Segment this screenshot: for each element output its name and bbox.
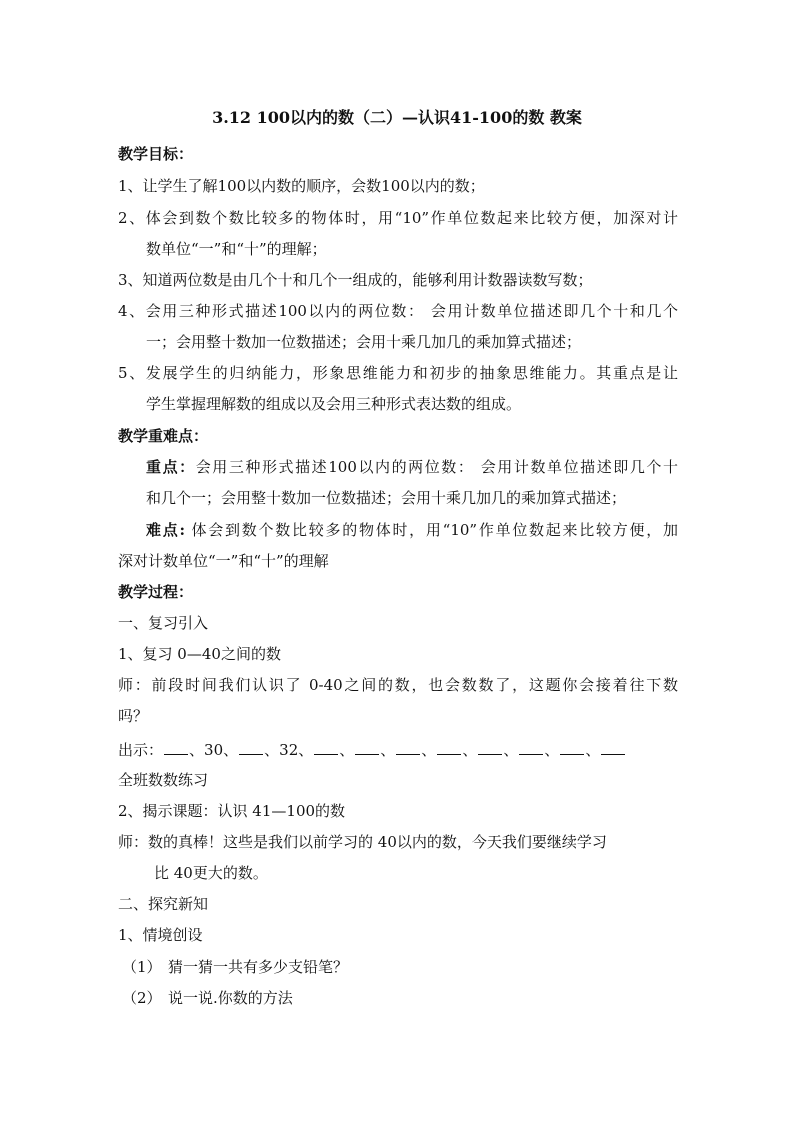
exercise-number: 30 xyxy=(204,741,224,759)
objective-item-3: 3、知道两位数是由几个十和几个一组成的，能够利用计数器读数写数； xyxy=(118,271,593,289)
exercise-separator: 、 xyxy=(421,741,437,759)
exercise-separator: 、 xyxy=(339,741,355,759)
sub-item-2-text: 说一说.你数的方法 xyxy=(168,989,293,1007)
objective-item-4-line-1: 4、会用三种形式描述100以内的两位数： 会用计数单位描述即几个十和几个 xyxy=(118,302,678,320)
objective-item-5-line-1: 5、发展学生的归纳能力，形象思维能力和初步的抽象思维能力。其重点是让 xyxy=(118,364,678,382)
exercise-blank xyxy=(478,739,502,755)
focus-text-1: 会用三种形式描述100以内的两位数： 会用计数单位描述即几个十 xyxy=(195,458,678,476)
step-2: 2、揭示课题：认识 41—100的数 xyxy=(118,802,346,820)
exercise-separator: 、 xyxy=(298,741,314,759)
exercise-blank xyxy=(239,739,263,755)
exercise-separator: 、 xyxy=(380,741,396,759)
exercise-blank xyxy=(164,739,188,755)
part-2-heading: 二、探究新知 xyxy=(118,895,209,913)
exercise-blank xyxy=(601,739,625,755)
difficulty-text-1: 体会到数个数比较多的物体时，用“10”作单位数起来比较方便，加 xyxy=(185,521,678,539)
teacher-remark-2-line-2: 比 40更大的数。 xyxy=(154,864,268,882)
sub-item-1-text: 猜一猜一共有多少支铅笔？ xyxy=(168,958,349,976)
exercise-separator: 、 xyxy=(462,741,478,759)
sub-item-2-label: （2） xyxy=(122,989,162,1007)
sub-item-1-label: （1） xyxy=(122,958,162,976)
objective-item-1: 1、让学生了解100以内数的顺序，会数100以内的数； xyxy=(118,177,485,195)
exercise-blank xyxy=(519,739,543,755)
objective-item-2-line-2: 数单位“一”和“十”的理解； xyxy=(146,240,327,258)
key-points-heading: 教学重难点： xyxy=(118,427,209,445)
document-title: 3.12 100以内的数（二）—认识41-100的数 教案 xyxy=(212,108,582,127)
part-1-heading: 一、复习引入 xyxy=(118,614,209,632)
focus-label: 重点： xyxy=(146,458,196,476)
difficulty-line-1 xyxy=(146,520,678,540)
step-1: 1、复习 0—40之间的数 xyxy=(118,645,281,663)
exercise-line xyxy=(118,739,678,760)
exercise-separator: 、 xyxy=(189,741,205,759)
exercise-blank xyxy=(314,739,338,755)
teacher-remark-1-line-2: 吗？ xyxy=(118,707,149,725)
exercise-blank xyxy=(355,739,379,755)
exercise-separator: 、 xyxy=(503,741,519,759)
focus-line-2: 和几个一；会用整十数加一位数描述；会用十乘几加几的乘加算式描述； xyxy=(146,489,627,507)
exercise-blank xyxy=(437,739,461,755)
sub-item-1 xyxy=(122,957,682,977)
exercise-blank xyxy=(396,739,420,755)
step-3: 1、情境创设 xyxy=(118,926,203,944)
objectives-heading: 教学目标： xyxy=(118,145,194,163)
exercise-blank xyxy=(560,739,584,755)
focus-line-1 xyxy=(146,457,678,477)
exercise-separator: 、 xyxy=(544,741,560,759)
sub-item-2 xyxy=(122,988,682,1008)
objective-item-5-line-2: 学生掌握理解数的组成以及会用三种形式表达数的组成。 xyxy=(146,395,522,413)
exercise-separator: 、 xyxy=(585,741,601,759)
class-practice: 全班数数练习 xyxy=(118,771,209,789)
teacher-remark-1-line-1: 师：前段时间我们认识了 0-40之间的数，也会数数了，这题你会接着往下数 xyxy=(118,676,678,694)
exercise-separator: 、 xyxy=(223,741,239,759)
exercise-separator: 、 xyxy=(264,741,280,759)
teacher-remark-2-line-1: 师：数的真棒！这些是我们以前学习的 40以内的数，今天我们要继续学习 xyxy=(118,833,607,851)
difficulty-label: 难点: xyxy=(146,521,186,539)
exercise-number: 32 xyxy=(279,741,299,759)
process-heading: 教学过程： xyxy=(118,583,194,601)
objective-item-2-line-1: 2、体会到数个数比较多的物体时，用“10”作单位数起来比较方便，加深对计 xyxy=(118,209,678,227)
exercise-sequence xyxy=(163,741,626,759)
objective-item-4-line-2: 一；会用整十数加一位数描述；会用十乘几加几的乘加算式描述； xyxy=(146,333,582,351)
difficulty-line-2: 深对计数单位“一”和“十”的理解 xyxy=(118,552,329,570)
exercise-label: 出示： xyxy=(118,741,164,759)
